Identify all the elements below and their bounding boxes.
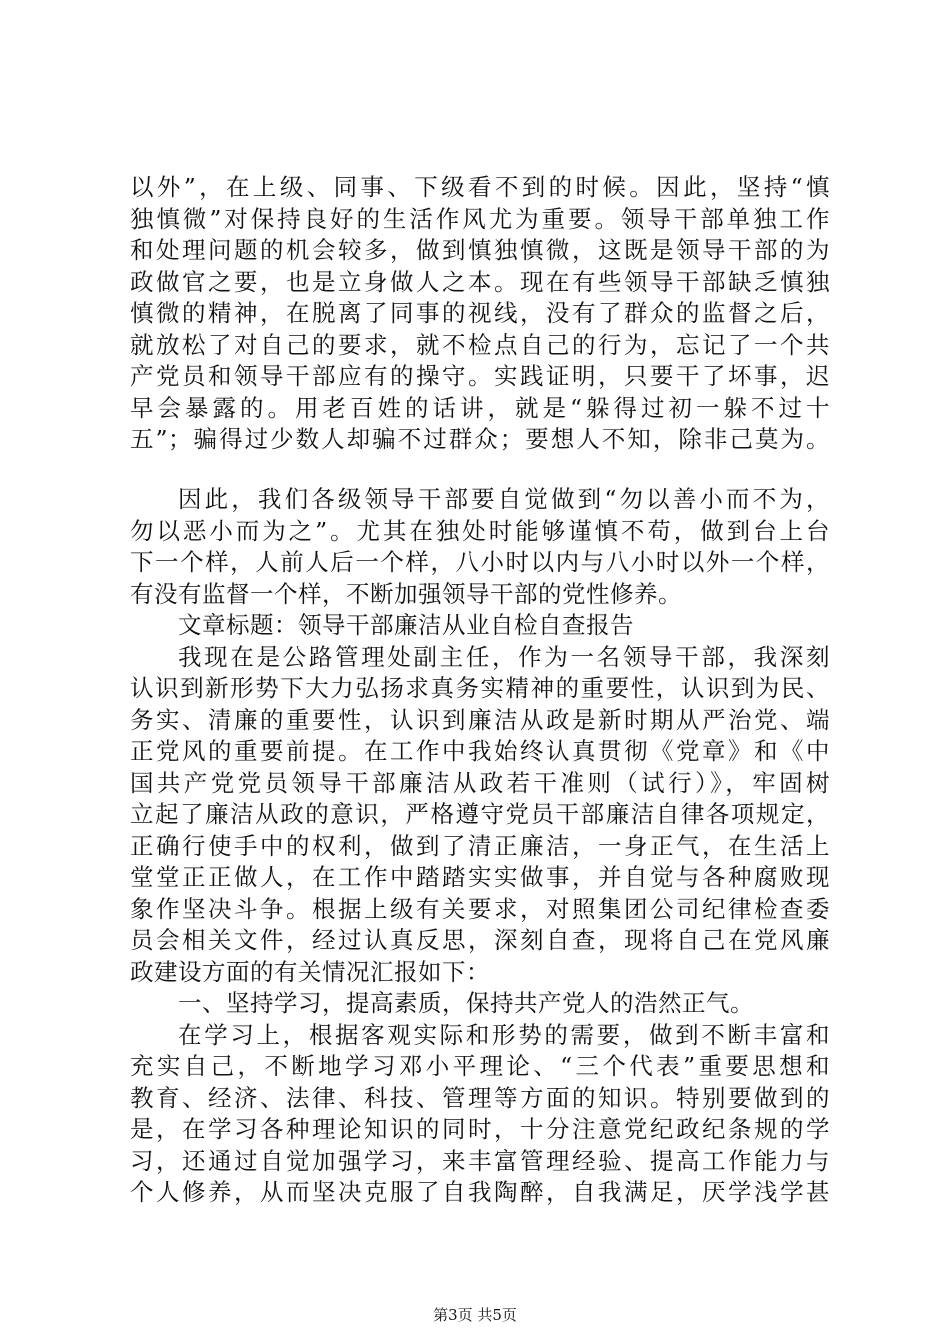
text-line: 产党员和领导干部应有的操守。实践证明，只要干了坏事，迟 (130, 362, 830, 390)
text-line: 勿以恶小而为之”。尤其在独处时能够谨慎不苟，做到台上台 (130, 516, 830, 545)
page-number-label: 第3页 共5页 (433, 1306, 517, 1324)
text-line: 习，还通过自觉加强学习，来丰富管理经验、提高工作能力与 (130, 1146, 830, 1175)
text-line: 下一个样，人前人后一个样，八小时以内与八小时以外一个样， (130, 548, 830, 576)
text-line: 务实、清廉的重要性，认识到廉洁从政是新时期从严治党、端 (130, 705, 830, 734)
text-line: 充实自己，不断地学习邓小平理论、“三个代表”重要思想和 (130, 1052, 830, 1080)
text-line: 五”；骗得过少数人却骗不过群众；要想人不知，除非己莫为。 (130, 425, 830, 453)
text-block-top (130, 172, 830, 456)
text-line: 独慎微”对保持良好的生活作风尤为重要。领导干部单独工作 (130, 204, 830, 233)
text-block-main (130, 484, 830, 1209)
text-line: 就放松了对自己的要求，就不检点自己的行为，忘记了一个共 (130, 330, 830, 359)
text-line: 和处理问题的机会较多，做到慎独慎微，这既是领导干部的为 (130, 236, 830, 264)
text-line: 正确行使手中的权利，做到了清正廉洁，一身正气，在生活上 (130, 831, 830, 860)
text-line: 慎微的精神，在脱离了同事的视线，没有了群众的监督之后， (130, 299, 830, 327)
text-line: 以外”，在上级、同事、下级看不到的时候。因此，坚持“慎 (130, 173, 830, 201)
text-line: 正党风的重要前提。在工作中我始终认真贯彻《党章》和《中 (130, 737, 830, 765)
text-line: 政做官之要，也是立身做人之本。现在有些领导干部缺乏慎独 (130, 267, 830, 296)
text-line: 堂堂正正做人，在工作中踏踏实实做事，并自觉与各种腐败现 (130, 863, 830, 891)
text-line: 我现在是公路管理处副主任，作为一名领导干部，我深刻 (178, 642, 830, 671)
text-line: 早会暴露的。用老百姓的话讲，就是“躲得过初一躲不过十 (130, 393, 830, 422)
text-line: 在学习上，根据客观实际和形势的需要，做到不断丰富和 (178, 1020, 830, 1049)
text-line: 有没有监督一个样，不断加强领导干部的党性修养。 (130, 579, 682, 608)
text-line: 是，在学习各种理论知识的同时，十分注意党纪政纪条规的学 (130, 1115, 830, 1143)
article-title: 文章标题：领导干部廉洁从业自检自查报告 (178, 611, 634, 639)
text-line: 象作坚决斗争。根据上级有关要求，对照集团公司纪律检查委 (130, 894, 830, 923)
text-line: 员会相关文件，经过认真反思，深刻自查，现将自己在党风廉 (130, 926, 830, 954)
text-line: 立起了廉洁从政的意识，严格遵守党员干部廉洁自律各项规定， (130, 800, 830, 828)
text-line: 因此，我们各级领导干部要自觉做到“勿以善小而不为， (178, 485, 830, 513)
text-line: 教育、经济、法律、科技、管理等方面的知识。特别要做到的 (130, 1083, 830, 1112)
text-line: 政建设方面的有关情况汇报如下： (130, 957, 490, 986)
text-line: 国共产党党员领导干部廉洁从政若干准则（试行）》，牢固树 (130, 768, 830, 797)
page-footer (0, 1304, 950, 1325)
section-heading: 一、坚持学习，提高素质，保持共产党人的浩然正气。 (178, 989, 754, 1017)
text-line: 认识到新形势下大力弘扬求真务实精神的重要性，认识到为民、 (130, 674, 830, 702)
text-line: 个人修养，从而坚决克服了自我陶醉，自我满足，厌学浅学甚 (130, 1178, 830, 1206)
